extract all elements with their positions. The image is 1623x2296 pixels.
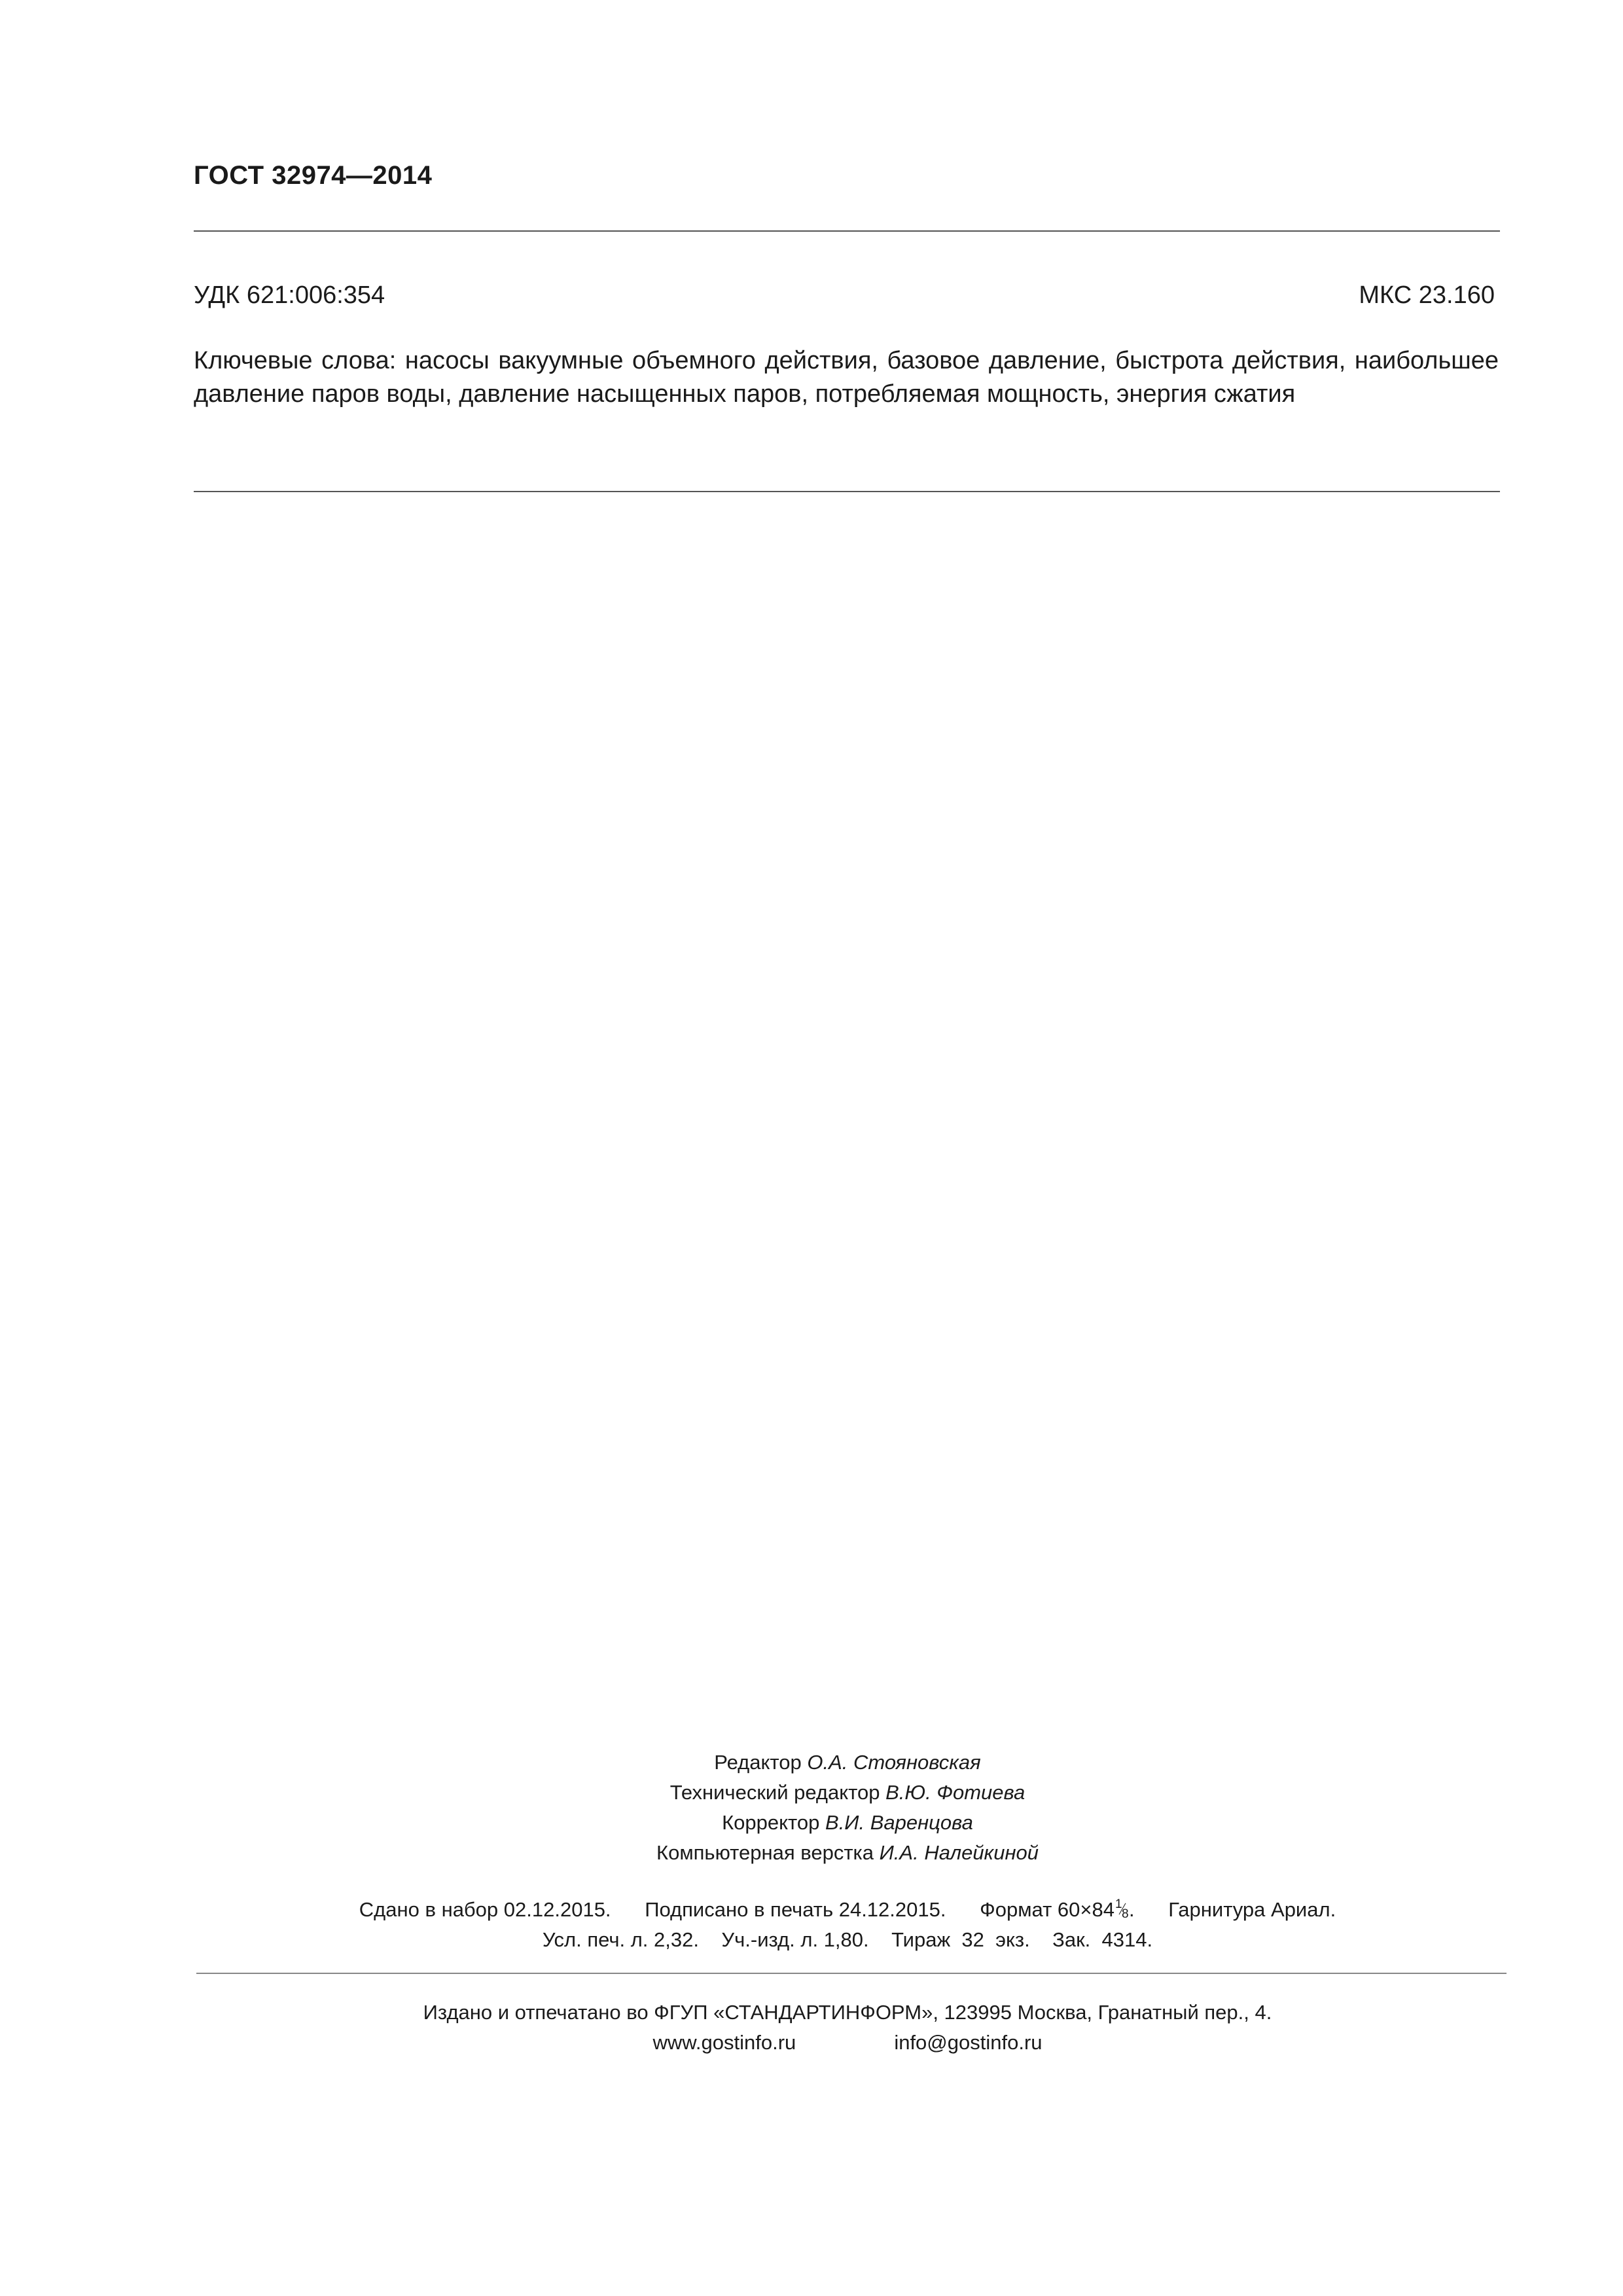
keywords-divider xyxy=(194,491,1500,492)
imprint-text-a: Сдано в набор 02.12.2015. Подписано в печать 24.12.2015. Формат 60×84 xyxy=(359,1898,1115,1921)
credit-tech-editor xyxy=(0,1778,1623,1808)
credit-editor xyxy=(0,1748,1623,1778)
keywords-paragraph: Ключевые слова: насосы вакуумные объемного действия, базовое давление, быстрота действия, наибольшее давление паров воды, давление насыщенных паров, потребляемая мощность, энергия сжатия xyxy=(194,347,1499,408)
top-divider xyxy=(194,230,1500,232)
credit-proofreader xyxy=(0,1808,1623,1838)
credit-name: В.И. Варенцова xyxy=(825,1811,973,1834)
fraction-numerator: 1 xyxy=(1115,1897,1122,1911)
publisher-contacts xyxy=(0,2028,1623,2058)
credit-layout xyxy=(0,1838,1623,1868)
mks-code: МКС 23.160 xyxy=(1359,281,1495,309)
udk-code: УДК 621:006:354 xyxy=(194,281,385,309)
imprint-divider xyxy=(196,1973,1507,1974)
imprint-line-1 xyxy=(0,1895,1623,1925)
document-code: ГОСТ 32974—2014 xyxy=(194,161,433,190)
credit-role: Технический редактор xyxy=(669,1781,886,1804)
credit-name: В.Ю. Фотиева xyxy=(885,1781,1026,1804)
publisher-address: Издано и отпечатано во ФГУП «СТАНДАРТИНФОРМ», 123995 Москва, Гранатный пер., 4. xyxy=(423,2001,1272,2024)
imprint-line-2: Усл. печ. л. 2,32. Уч.-изд. л. 1,80. Тираж 32 экз. Зак. 4314. xyxy=(542,1928,1153,1951)
imprint-text-b: . Гарнитура Ариал. xyxy=(1128,1898,1336,1921)
credits-block xyxy=(0,1748,1623,1868)
credit-role: Компьютерная верстка xyxy=(656,1841,880,1864)
credit-name: О.А. Стояновская xyxy=(807,1751,981,1774)
imprint-block xyxy=(0,1895,1623,1955)
email-link[interactable]: info@gostinfo.ru xyxy=(894,2031,1043,2054)
credit-role: Корректор xyxy=(722,1811,826,1834)
fraction-denominator: 8 xyxy=(1121,1907,1129,1921)
website-link[interactable]: www.gostinfo.ru xyxy=(652,2031,796,2054)
format-fraction xyxy=(1115,1899,1129,1919)
publisher-block xyxy=(0,1998,1623,2058)
credit-name: И.А. Налейкиной xyxy=(879,1841,1039,1864)
credit-role: Редактор xyxy=(714,1751,808,1774)
